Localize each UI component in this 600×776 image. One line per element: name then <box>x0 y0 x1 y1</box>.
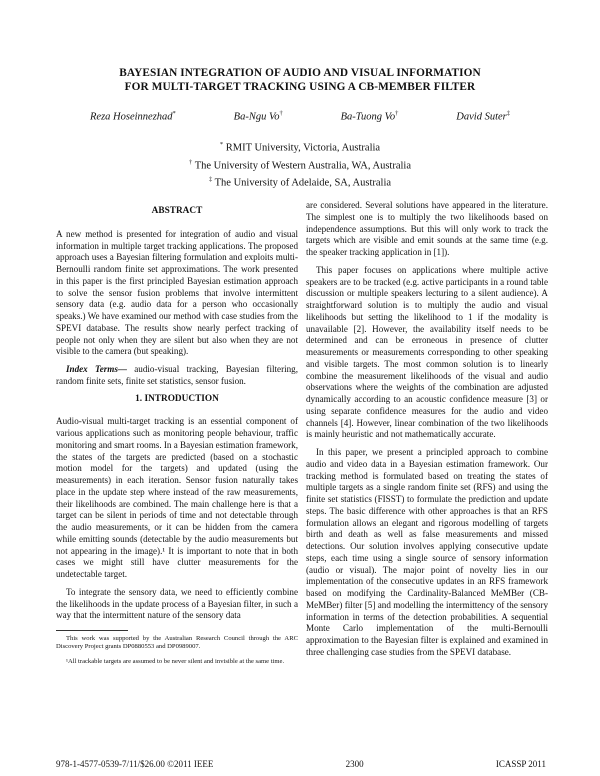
page-number: 2300 <box>345 759 364 769</box>
right-paragraph-2: This paper focuses on applications where multiple active speakers are to be tracked (e.g. active participants in a round table discussion or multiple speakers lecturing to a silent audience). A straightforward solution is to multiply the audio and visual likelihoods but setting the likelihood to 1 if the modality is unavailable [2]. However, the availability itself needs to be determined and can be erroneous in presence of clutter measurements or measurements corresponding to other speaking and visible targets. The most common solution is to linearly combine the measurement likelihoods of the visual and audio observations where the weights of the combination are adjusted dynamically according to an acoustic confidence measure [3] or using separate confidence measures for the audio and video channels [4]. However, linear combination of the two likelihoods is mainly heuristic and not mathematically accurate. <box>306 264 548 440</box>
affiliation: * RMIT University, Victoria, Australia <box>219 141 381 154</box>
index-terms-text: audio-visual tracking, Bayesian filtering, random finite sets, finite set statistics, sensor fusion. <box>56 364 298 386</box>
author: Ba-Ngu Vo† <box>233 110 283 123</box>
author-list <box>90 110 510 123</box>
intro-paragraph-2: To integrate the sensory data, we need to efficiently combine the likelihoods in the update process of a Bayesian filter, in such a way that the intermittent nature of the sensory data <box>56 586 298 621</box>
author: Reza Hoseinnezhad* <box>90 110 176 123</box>
footnote-divider <box>56 630 128 631</box>
conference-name: ICASSP 2011 <box>495 759 546 769</box>
intro-paragraph-1: Audio-visual multi-target tracking is an essential component of various applications such as monitoring people behaviour, traffic monitoring and smart rooms. In a Bayesian estimation framework, the states of the targets are predicted (based on a stochastic motion model for the targets) and updated (using the measurements) in each iteration. Sensor fusion naturally takes place in the update step where instead of the raw measurements, their likelihoods are combined. The main challenge here is that a target can be silent in periods of time and not detectable through the audio measurements, or it can be hidden from the camera while emitting sounds (detectable by the audio measurements but not appearing in the image).¹ It is important to note that in both cases we might still have clutter measurements for the undetectable target. <box>56 416 298 579</box>
paper-title <box>60 66 540 94</box>
abstract-heading: ABSTRACT <box>151 206 203 216</box>
right-column <box>306 200 548 665</box>
index-terms-label: Index Terms— <box>66 364 127 374</box>
left-column <box>56 200 298 672</box>
abstract-text: A new method is presented for integration of audio and visual information in multiple target tracking applications. The proposed approach uses a Bayesian filtering formulation and exploits multi-Bernoulli random finite set approximations. The work presented in this paper is the first principled Bayesian estimation approach to solve the sensor fusion problems that involve intermittent sensory data (e.g. audio data for a person who occasionally speaks.) We have examined our method with case studies from the SPEVI database. The results show nearly perfect tracking of people not only when they are silent but also when they are not visible to the camera (but speaking). <box>56 228 298 357</box>
funding-footnote: This work was supported by the Australian Research Council through the ARC Discovery Project grants DP0880553 and DP0989007. <box>56 635 298 651</box>
right-paragraph-3: In this paper, we present a principled approach to combine audio and video data in a Bayesian estimation framework. Our tracking method is formulated based on treating the states of multiple targets as a single random finite set (RFS) and using the finite set statistics (FISST) to formulate the prediction and update steps. The basic difference with other approaches is that an RFS formulation allows an elegant and rigorous modelling of targets birth and death as well as false measurements and missed detections. Our solution involves applying consecutive update steps, each time using a single source of sensory information (audio or visual). The major point of novelty lies in our implementation of the consecutive updates in an RFS framework based on modifying the Cardinality-Balanced MeMBer (CB-MeMBer) filter [5] and modelling the intermittency of the sensory information in terms of the detection probabilities. A sequential Monte Carlo implementation of the multi-Bernoulli approximation to the Bayesian filter is explained and examined in three challenging case studies from the SPEVI database. <box>306 447 548 657</box>
title-line-1: BAYESIAN INTEGRATION OF AUDIO AND VISUAL INFORMATION <box>119 67 481 79</box>
right-paragraph-1: are considered. Several solutions have appeared in the literature. The simplest one is to multiply the two likelihoods based on independence assumptions. But this will only work to track the targets which are visible and emit sounds at the same time (e.g. the speaker tracking application in [1]). <box>306 200 548 257</box>
affiliation: ‡ The University of Adelaide, SA, Australia <box>208 176 392 189</box>
author: Ba-Tuong Vo† <box>340 110 399 123</box>
page-footer <box>56 759 546 769</box>
footnote-1: ¹All trackable targets are assumed to be never silent and invisible at the same time. <box>66 657 285 665</box>
affiliation-list <box>150 138 450 191</box>
footer-isbn: 978-1-4577-0539-7/11/$26.00 ©2011 IEEE <box>56 759 214 769</box>
intro-heading: 1. INTRODUCTION <box>135 393 219 404</box>
title-line-2: FOR MULTI-TARGET TRACKING USING A CB-MEMBER FILTER <box>124 81 476 93</box>
index-terms <box>56 364 298 388</box>
author: David Suter‡ <box>456 110 510 123</box>
affiliation: † The University of Western Australia, WA, Australia <box>189 158 411 171</box>
